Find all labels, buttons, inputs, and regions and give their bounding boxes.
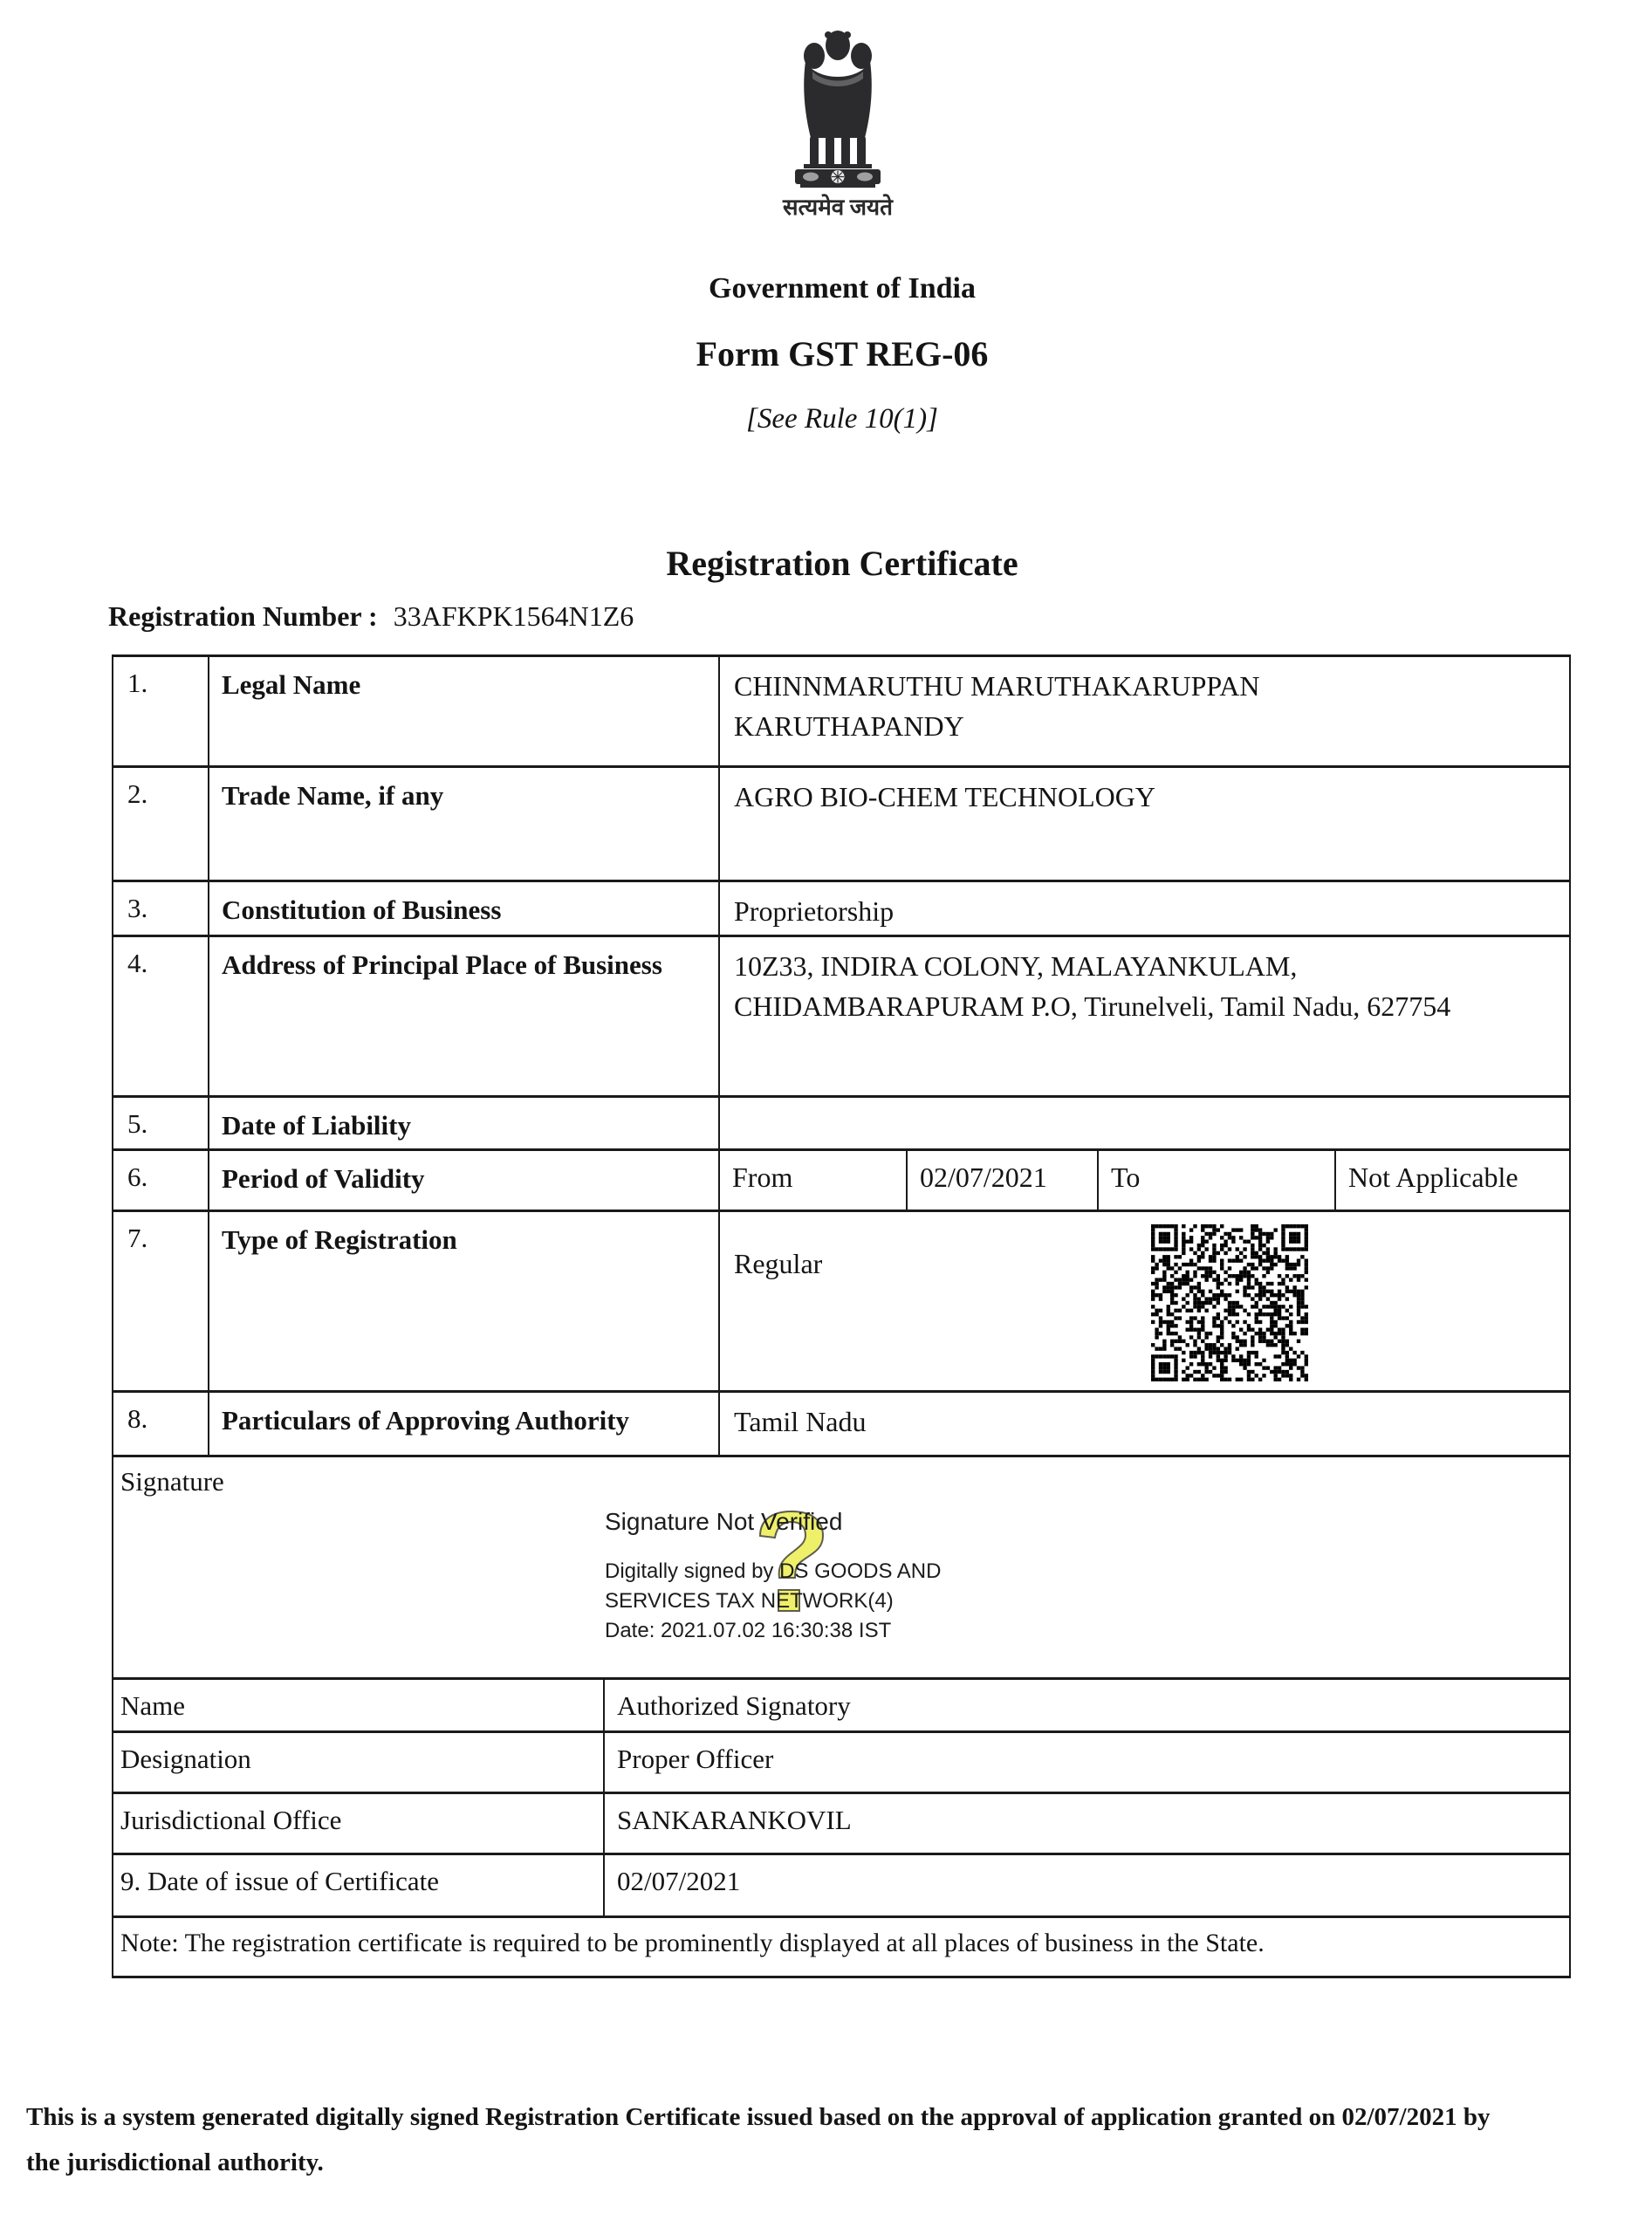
row-value: Proprietorship [734,895,895,927]
row-value [720,1212,1569,1390]
table-row-trade-name [113,768,1569,882]
validity-to-value: Not Applicable [1348,1162,1518,1193]
signature-section [113,1457,1569,1680]
row-label: Legal Name [209,657,720,765]
table-row-date-of-liability [113,1098,1569,1151]
row-value: CHINNMARUTHU MARUTHAKARUPPAN KARUTHAPANDY [734,670,1260,743]
detail-value: SANKARANKOVIL [617,1805,852,1835]
signature-not-verified-text: Signature Not Verified [605,1508,843,1535]
table-row-address [113,937,1569,1098]
row-number: 1. [113,657,209,765]
row-label: Date of Liability [209,1098,720,1148]
table-row-period-of-validity [113,1151,1569,1212]
row-value [720,1098,1569,1148]
row-label: Address of Principal Place of Business [209,937,720,1095]
row-number: 5. [113,1098,209,1148]
registration-number-line [108,600,634,633]
registration-number-label: Registration Number : [108,600,378,632]
row-number: 3. [113,882,209,935]
validity-from-label: From [720,1151,908,1210]
signature-cell [113,1457,1569,1677]
table-row-note [113,1918,1569,1976]
table-row-date-of-issue [113,1855,1569,1918]
detail-label: Name [113,1680,605,1730]
registration-number-value: 33AFKPK1564N1Z6 [393,600,634,632]
note-text: Note: The registration certificate is required to be prominently displayed at all places of business in the State. [120,1929,1265,1957]
digitally-signed-text: Digitally signed by DS GOODS AND SERVICES TAX NETWORK(4) Date: 2021.07.02 16:30:38 IST [605,1559,942,1642]
table-row-designation [113,1733,1569,1794]
emblem-motto: सत्यमेव जयते [783,195,893,220]
qr-code [1151,1224,1308,1381]
table-row-approving-authority [113,1393,1569,1457]
digital-signature-stamp [605,1503,1024,1664]
row-label: Particulars of Approving Authority [209,1393,720,1455]
detail-value: Proper Officer [617,1744,774,1774]
detail-value: Authorized Signatory [617,1690,851,1721]
validity-cells [720,1151,1569,1210]
certificate-title: Registration Certificate [666,544,1018,583]
system-generated-footer [26,2094,1632,2185]
row-number: 2. [113,768,209,880]
detail-label: Designation [113,1733,605,1792]
table-row-name [113,1680,1569,1733]
row-label: Trade Name, if any [209,768,720,880]
table-row-jurisdictional-office [113,1794,1569,1855]
table-row-legal-name [113,657,1569,768]
row-number: 6. [113,1151,209,1210]
detail-label: 9. Date of issue of Certificate [113,1855,605,1915]
government-title: Government of India [709,272,976,305]
signature-label: Signature [120,1466,224,1497]
row-label: Type of Registration [209,1212,720,1390]
table-row-type-of-registration [113,1212,1569,1393]
form-title: Form GST REG-06 [696,334,989,373]
validity-from-value: 02/07/2021 [908,1151,1099,1210]
row-number: 4. [113,937,209,1095]
detail-value: 02/07/2021 [617,1866,741,1896]
ashoka-emblem-icon [786,26,889,188]
footer-line-1: This is a system generated digitally signed Registration Certificate issued based on the approval of application granted on 02/07/2021 by [26,2103,1491,2131]
registration-type-value: Regular [734,1248,823,1279]
rule-reference: [See Rule 10(1)] [746,403,938,435]
row-label: Period of Validity [209,1151,720,1210]
row-value: Tamil Nadu [734,1406,867,1437]
row-value: AGRO BIO-CHEM TECHNOLOGY [734,781,1155,812]
national-emblem [785,26,890,188]
footer-line-2: the jurisdictional authority. [26,2148,324,2176]
row-value: 10Z33, INDIRA COLONY, MALAYANKULAM, CHIDAMBARAPURAM P.O, Tirunelveli, Tamil Nadu, 627754 [734,950,1451,1023]
row-number: 7. [113,1212,209,1390]
certificate-table [112,654,1571,1978]
validity-to-label: To [1099,1151,1336,1210]
detail-label: Jurisdictional Office [113,1794,605,1853]
row-label: Constitution of Business [209,882,720,935]
row-number: 8. [113,1393,209,1455]
table-row-constitution [113,882,1569,937]
